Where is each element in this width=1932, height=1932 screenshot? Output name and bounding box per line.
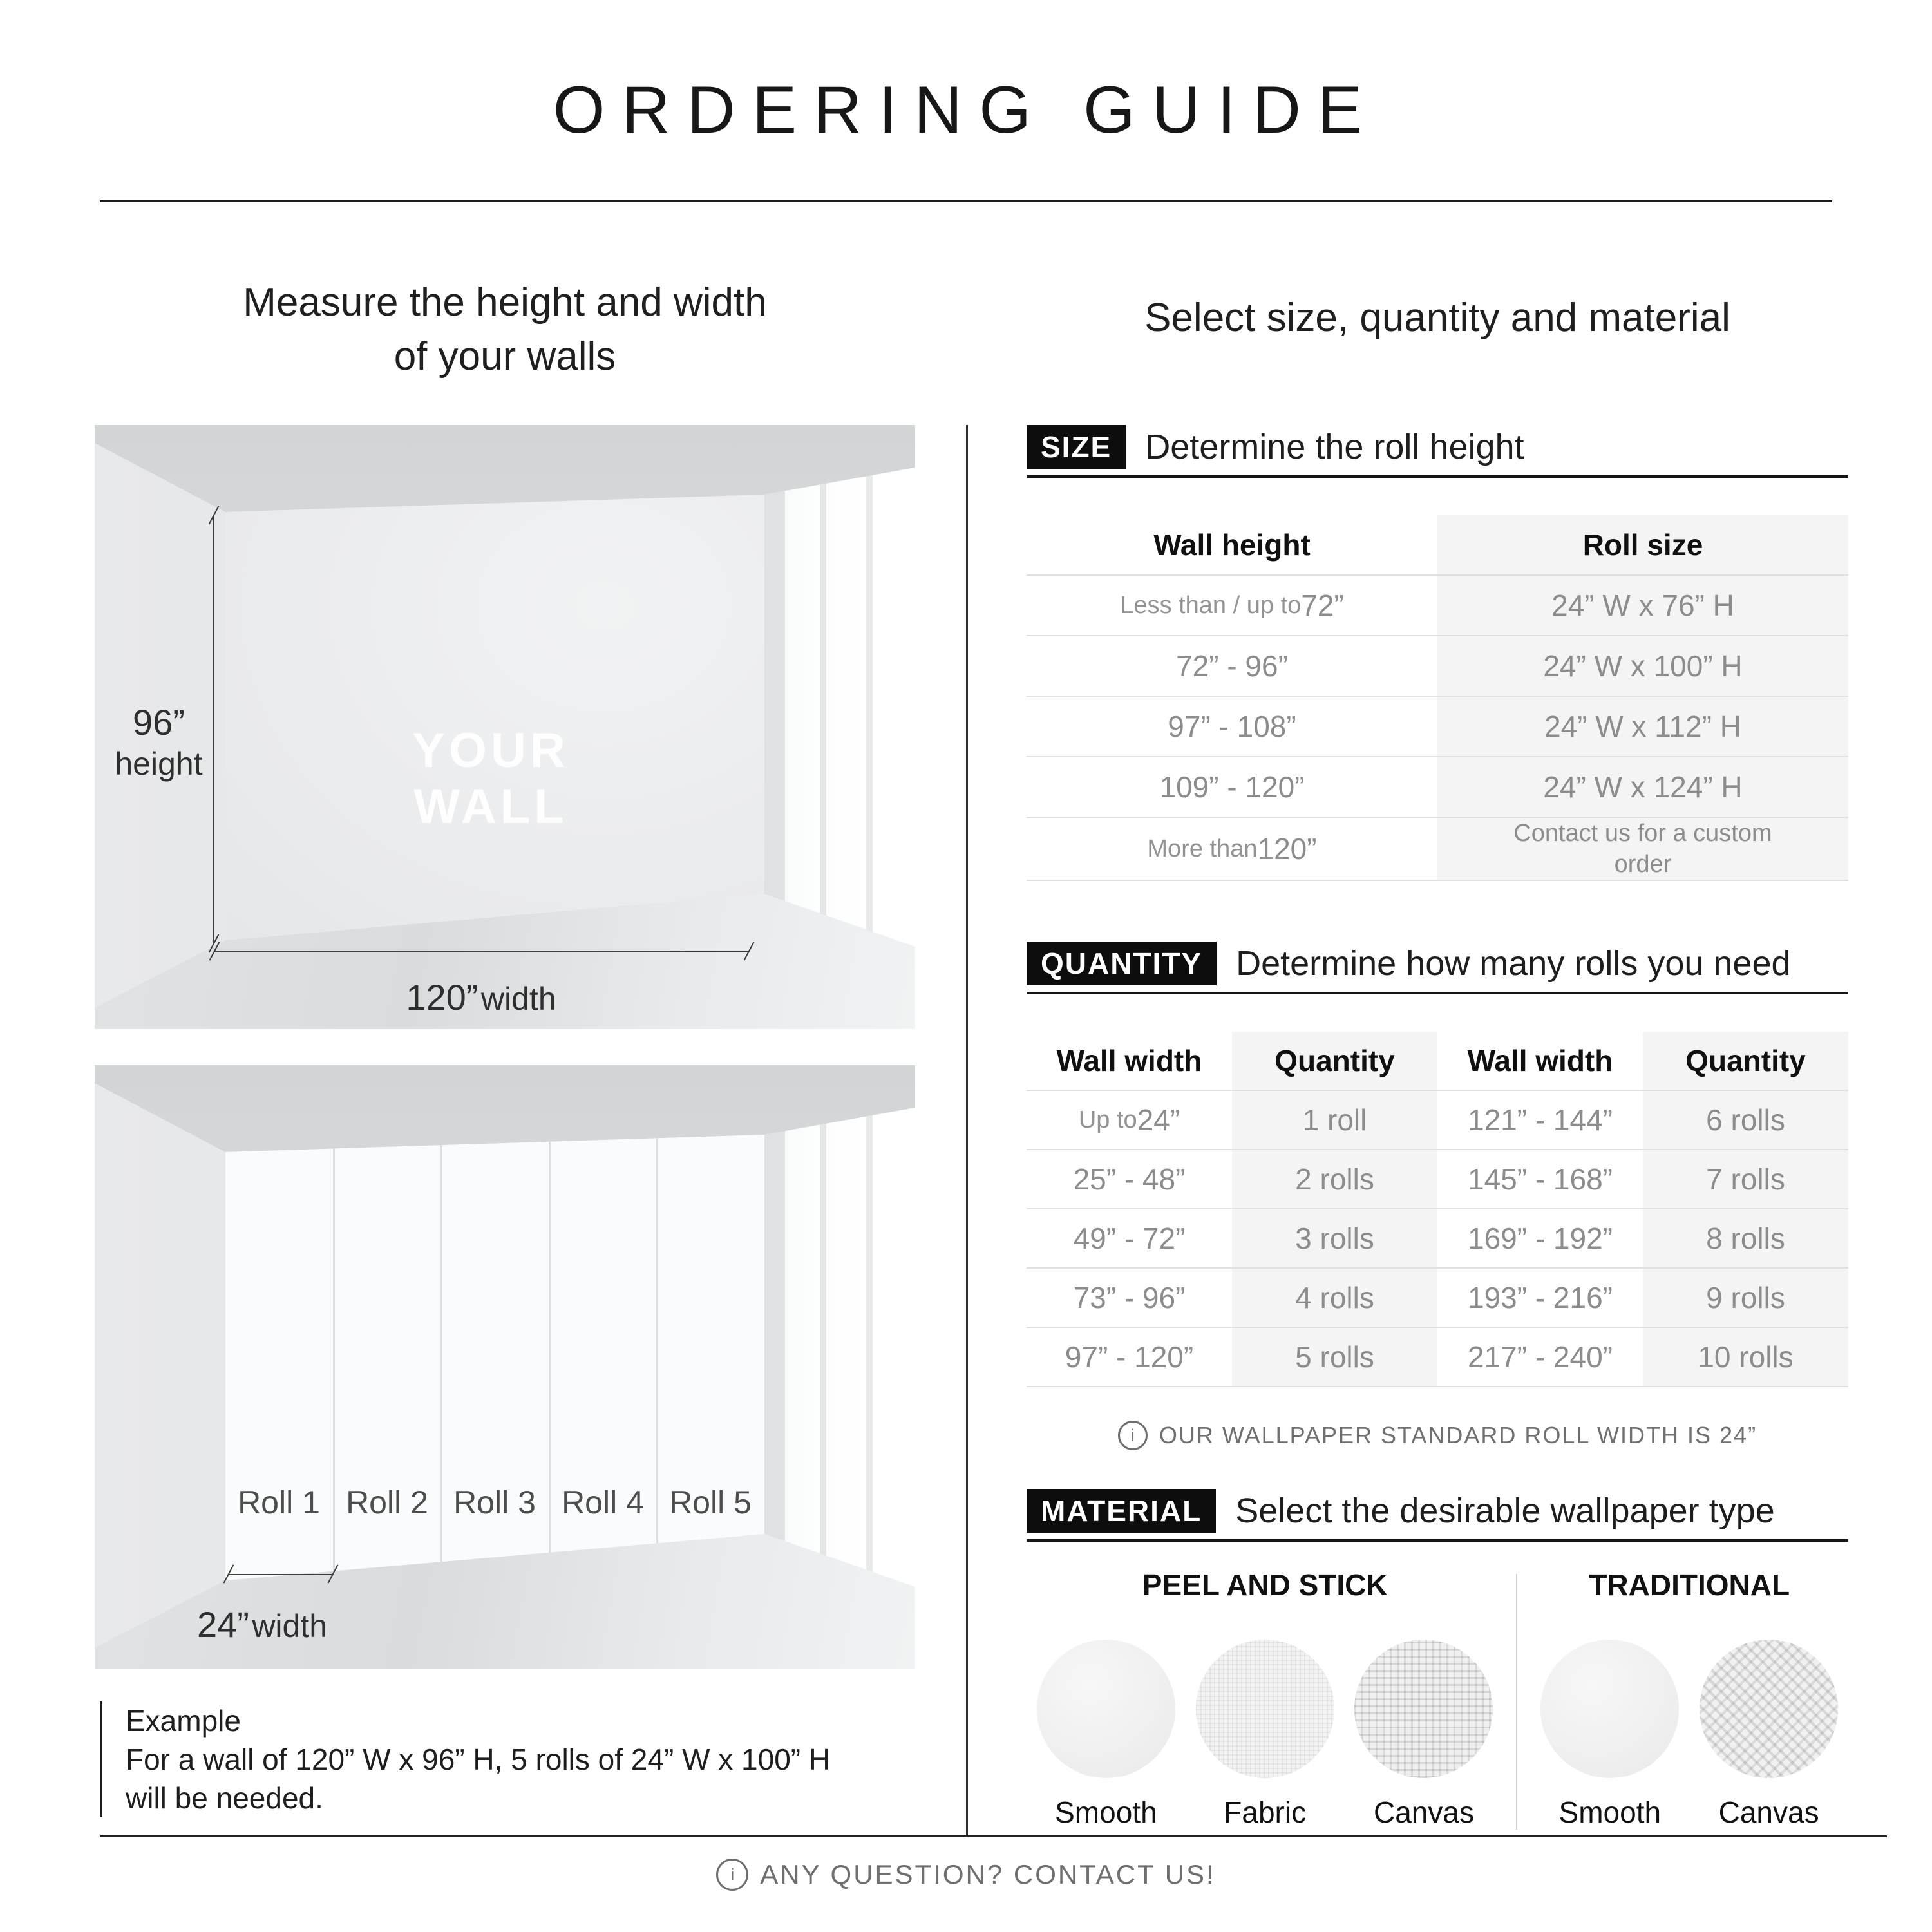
roll-width-word: width: [252, 1608, 328, 1644]
size-section: [1027, 425, 1848, 881]
panel-separator: [549, 1123, 551, 1593]
cell-value: 6 rolls: [1706, 1103, 1785, 1137]
table-row: [1027, 756, 1848, 817]
cell-value: 217” - 240”: [1467, 1340, 1613, 1374]
wall-width-cell: [1027, 1269, 1232, 1327]
roll-width-label: [172, 1604, 352, 1669]
wall-height-label: [109, 702, 209, 1029]
table-row: [1027, 574, 1848, 635]
roll-size-cell: [1437, 697, 1848, 756]
quantity-cell: [1232, 1091, 1437, 1149]
size-col-roll-size: Roll size: [1437, 515, 1848, 574]
qty-col-quantity-2: Quantity: [1643, 1032, 1848, 1090]
material-section-header: [1027, 1489, 1848, 1533]
height-measure-line: [213, 515, 214, 943]
cell-value: 10 rolls: [1698, 1340, 1794, 1374]
cell-value: 72”: [1301, 589, 1344, 622]
quantity-cell: [1643, 1209, 1848, 1267]
wall-width-cell: [1437, 1269, 1643, 1327]
quantity-cell: [1232, 1269, 1437, 1327]
material-option-label: Canvas: [1718, 1795, 1819, 1829]
qty-col-wall-width-2: Wall width: [1467, 1044, 1613, 1077]
room-render-rolls: [95, 1065, 915, 1669]
left-column-heading: [95, 276, 915, 384]
column-divider: [966, 425, 968, 1837]
info-icon: i: [716, 1859, 748, 1891]
material-option-smooth[interactable]: [1037, 1640, 1175, 1830]
quantity-cell: [1643, 1269, 1848, 1327]
panel-separator: [440, 1123, 442, 1593]
cell-prefix: Up to: [1078, 1106, 1137, 1133]
cell-value: 5 rolls: [1295, 1340, 1374, 1374]
info-icon: i: [1118, 1421, 1148, 1450]
cell-value: 24” W x 100” H: [1543, 649, 1743, 683]
right-column-heading: Select size, quantity and material: [1144, 296, 1730, 340]
table-row: [1027, 635, 1848, 696]
traditional-label: TRADITIONAL: [1589, 1568, 1790, 1602]
size-subtitle: Determine the roll height: [1145, 428, 1524, 466]
quantity-subtitle: Determine how many rolls you need: [1236, 944, 1791, 983]
cell-value: 24” W x 112” H: [1544, 710, 1741, 743]
table-row: [1027, 1090, 1848, 1149]
material-option-label: Smooth: [1558, 1795, 1662, 1829]
wall-width-cell: [1027, 1209, 1232, 1267]
cell-value: 3 rolls: [1295, 1222, 1374, 1255]
roll-3-label: Roll 3: [453, 1484, 536, 1520]
left-heading-line1: Measure the height and width: [243, 280, 767, 325]
header-divider: [100, 200, 1832, 202]
panel-separator: [333, 1123, 335, 1593]
footer: [0, 1859, 1932, 1891]
cell-value: 169” - 192”: [1467, 1222, 1613, 1255]
wall-width-value: 120”: [406, 977, 478, 1018]
wall-width-cell: [1027, 1150, 1232, 1208]
quantity-tag: QUANTITY: [1027, 942, 1217, 985]
roll-size-cell: [1437, 818, 1848, 880]
traditional-options: [1530, 1640, 1848, 1830]
cell-value: 97” - 120”: [1065, 1340, 1194, 1374]
wall-width-cell: [1437, 1209, 1643, 1267]
wall-height-cell: [1027, 697, 1437, 756]
roll-width-measure-line: [228, 1574, 332, 1575]
canvas-texture-swatch: [1700, 1640, 1838, 1778]
roll-width-note-text: OUR WALLPAPER STANDARD ROLL WIDTH IS 24”: [1159, 1422, 1757, 1448]
roll-5-label: Roll 5: [669, 1484, 752, 1520]
quantity-table-header: [1027, 1032, 1848, 1090]
wall-height-word: height: [115, 746, 203, 782]
cell-prefix: More than: [1147, 835, 1258, 862]
smooth-texture-swatch: [1540, 1640, 1679, 1778]
cell-value: 193” - 216”: [1467, 1281, 1613, 1314]
roll-1-label: Roll 1: [238, 1484, 320, 1520]
wall-height-value: 96”: [133, 702, 185, 743]
wall-width-word: width: [480, 981, 556, 1017]
quantity-cell: [1232, 1328, 1437, 1386]
cell-value: 24” W x 76” H: [1551, 589, 1734, 622]
material-option-canvas[interactable]: [1354, 1640, 1493, 1830]
quantity-cell: [1232, 1150, 1437, 1208]
cell-value: 49” - 72”: [1073, 1222, 1186, 1255]
cell-value: 121” - 144”: [1467, 1103, 1613, 1137]
size-section-header: [1027, 425, 1848, 469]
quantity-table: [1027, 1032, 1848, 1387]
wall-height-cell: [1027, 757, 1437, 817]
wall-width-label: [343, 976, 620, 1029]
panel-separator: [656, 1123, 658, 1593]
qty-col-quantity-1: Quantity: [1232, 1032, 1437, 1090]
table-row: [1027, 1149, 1848, 1208]
smooth-texture-swatch: [1037, 1640, 1175, 1778]
wall-height-cell: [1027, 576, 1437, 635]
cell-value: 24” W x 124” H: [1543, 770, 1743, 804]
footer-divider: [100, 1835, 1887, 1837]
cell-value: 97” - 108”: [1168, 710, 1296, 743]
cell-value: 73” - 96”: [1073, 1281, 1186, 1314]
cell-value: 24”: [1137, 1103, 1180, 1137]
wall-width-cell: [1437, 1328, 1643, 1386]
quantity-cell: [1232, 1209, 1437, 1267]
material-groups: [1027, 1567, 1848, 1830]
material-rule: [1027, 1539, 1848, 1542]
cell-value: 8 rolls: [1706, 1222, 1785, 1255]
table-row: [1027, 1267, 1848, 1327]
quantity-section-header: [1027, 942, 1848, 985]
cell-value: 25” - 48”: [1073, 1162, 1186, 1196]
table-row: [1027, 1208, 1848, 1267]
wall-width-cell: [1027, 1091, 1232, 1149]
cell-value: 4 rolls: [1295, 1281, 1374, 1314]
wall-width-cell: [1027, 1328, 1232, 1386]
width-measure-line: [214, 951, 748, 952]
roll-size-cell: [1437, 757, 1848, 817]
roll-size-cell: [1437, 636, 1848, 696]
peel-and-stick-group: [1027, 1567, 1503, 1830]
roll-width-value: 24”: [196, 1604, 249, 1645]
cell-value: 72” - 96”: [1176, 649, 1288, 683]
example-line2: will be needed.: [126, 1781, 323, 1815]
example-line1: For a wall of 120” W x 96” H, 5 rolls of 24” W x 100” H: [126, 1743, 831, 1776]
cell-value: 1 roll: [1302, 1103, 1367, 1137]
wall-height-cell: [1027, 818, 1437, 880]
wall-height-cell: [1027, 636, 1437, 696]
size-table: [1027, 515, 1848, 881]
table-row: [1027, 817, 1848, 880]
material-option-fabric[interactable]: [1196, 1640, 1334, 1830]
quantity-section: [1027, 942, 1848, 1450]
size-col-wall-height: Wall height: [1153, 528, 1311, 562]
cell-value: 9 rolls: [1706, 1281, 1785, 1314]
material-subtitle: Select the desirable wallpaper type: [1235, 1492, 1775, 1530]
size-tag: SIZE: [1027, 425, 1126, 469]
contact-us-text[interactable]: ANY QUESTION? CONTACT US!: [760, 1859, 1216, 1889]
size-rule: [1027, 475, 1848, 478]
fabric-texture-swatch: [1196, 1640, 1334, 1778]
material-section: [1027, 1489, 1848, 1830]
traditional-group: [1530, 1567, 1848, 1830]
material-group-divider: [1516, 1574, 1517, 1830]
peel-and-stick-label: PEEL AND STICK: [1142, 1568, 1388, 1602]
your-wall-label: YOUR WALL: [412, 723, 569, 834]
roll-size-cell: [1437, 576, 1848, 635]
peel-and-stick-options: [1027, 1640, 1503, 1830]
quantity-cell: [1643, 1150, 1848, 1208]
table-row: [1027, 1327, 1848, 1386]
example-title: Example: [126, 1704, 241, 1738]
wall-width-cell: [1437, 1150, 1643, 1208]
cell-prefix: Less than / up to: [1120, 591, 1302, 619]
example-block: [100, 1701, 830, 1817]
size-table-header: [1027, 515, 1848, 574]
table-row: [1027, 696, 1848, 756]
cell-value: 109” - 120”: [1159, 770, 1305, 804]
material-option-label: Fabric: [1224, 1795, 1307, 1829]
wall-width-cell: [1437, 1091, 1643, 1149]
roll-2-label: Roll 2: [346, 1484, 428, 1520]
roll-width-note: [1027, 1421, 1848, 1450]
roll-4-label: Roll 4: [562, 1484, 644, 1520]
material-option-label: Canvas: [1374, 1795, 1474, 1829]
material-option-canvas[interactable]: [1700, 1640, 1838, 1830]
cell-value: 120”: [1257, 832, 1317, 866]
cell-value: 145” - 168”: [1467, 1162, 1613, 1196]
material-option-smooth[interactable]: [1540, 1640, 1679, 1830]
quantity-rule: [1027, 992, 1848, 994]
material-tag: MATERIAL: [1027, 1489, 1216, 1533]
left-heading-line2: of your walls: [393, 334, 616, 379]
cell-value: 2 rolls: [1295, 1162, 1374, 1196]
quantity-cell: [1643, 1328, 1848, 1386]
canvas-texture-swatch: [1354, 1640, 1493, 1778]
qty-col-wall-width-1: Wall width: [1056, 1044, 1202, 1077]
room-render-your-wall: [95, 425, 915, 1029]
cell-value: 7 rolls: [1706, 1162, 1785, 1196]
quantity-cell: [1643, 1091, 1848, 1149]
material-option-label: Smooth: [1055, 1795, 1157, 1829]
page-title: ORDERING GUIDE: [553, 73, 1379, 147]
cell-value: Contact us for a custom order: [1513, 820, 1772, 878]
